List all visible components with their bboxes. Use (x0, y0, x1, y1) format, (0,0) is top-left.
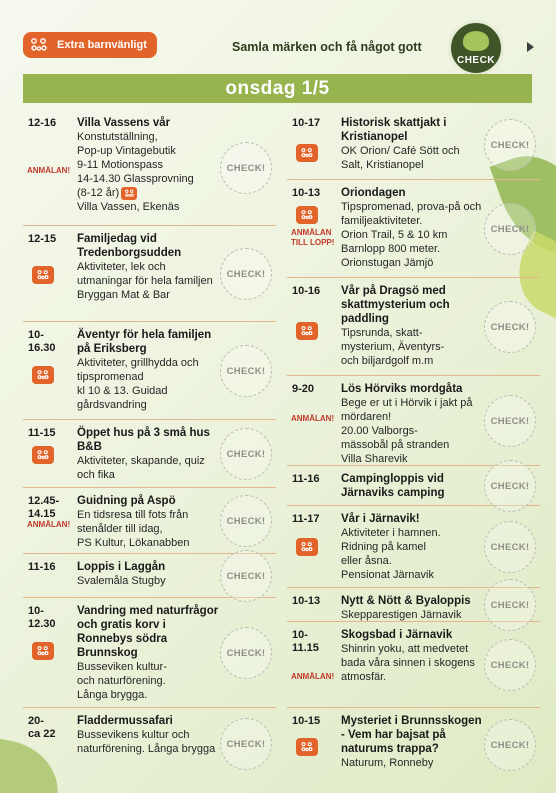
event-content (341, 116, 483, 172)
event-item (23, 598, 276, 708)
event-title: Familjedag vid Tredenborgsudden (77, 233, 182, 259)
event-time: 11-17 (292, 513, 320, 525)
family-icon (29, 37, 49, 53)
family-icon (32, 446, 54, 464)
event-time: 10-13 (292, 187, 321, 199)
event-content (341, 512, 483, 582)
registration-label: ANMÄLAN! (27, 520, 71, 529)
event-content (77, 328, 219, 412)
check-stamp-icon: CHECK! (220, 345, 272, 397)
event-item (23, 110, 276, 226)
event-time: 11-16 (28, 561, 56, 573)
event-time: 10-15 (292, 715, 321, 727)
event-item (23, 322, 276, 420)
family-icon (296, 738, 318, 756)
family-icon (32, 266, 54, 284)
header (0, 0, 556, 74)
event-time: 12-16 (28, 117, 57, 129)
check-stamp-icon: CHECK! (220, 428, 272, 480)
event-title: Skogsbad i Järnavik (341, 629, 453, 641)
event-item (23, 708, 276, 780)
event-description: Busseviken kultur- och naturförening. Långa brygga. (77, 661, 167, 701)
logo-text: CHECK (456, 55, 496, 66)
event-description: Bege er ut i Hörvik i jakt på mördaren! 20.00 Valborgs- mässobål på stranden Villa Sharevik (341, 397, 473, 465)
event-title: Lös Hörviks mordgåta (341, 383, 463, 395)
event-item (23, 554, 276, 598)
event-content (77, 232, 219, 302)
event-content (77, 604, 219, 702)
event-time: 10- 11.15 (292, 629, 319, 654)
event-item (287, 180, 540, 278)
event-description: Aktiviteter, skapande, quiz och fika (77, 455, 205, 481)
event-time: 10- 12.30 (28, 605, 56, 630)
event-description: OK Orion/ Café Sött och Salt, Kristianopel (341, 145, 460, 171)
event-title: Vandring med naturfrågor och gratis korv i Ronnebys södra Brunnskog (77, 605, 219, 659)
check-stamp-icon: CHECK! (220, 248, 272, 300)
event-time: 10-17 (292, 117, 321, 129)
event-title: Öppet hus på 3 små hus B&B (77, 427, 210, 453)
family-icon (32, 642, 54, 660)
event-item (287, 506, 540, 588)
event-title: Historisk skattjakt i Kristianopel (341, 117, 447, 143)
check-stamp-icon: CHECK! (484, 301, 536, 353)
event-title: Villa Vassens vår (77, 117, 171, 129)
event-item (287, 278, 540, 376)
family-icon (32, 366, 54, 384)
event-content (77, 494, 219, 550)
event-title: Vår på Dragsö med skattmysterium och paddling (341, 285, 450, 325)
event-title: Guidning på Aspö (77, 495, 176, 507)
registration-label: ANMÄLAN TILL LOPP! (291, 228, 335, 247)
check-logo (448, 20, 504, 76)
event-content (341, 284, 483, 368)
event-description: Bussevikens kultur och naturförening. Långa brygga (77, 729, 216, 755)
event-title: Mysteriet i Brunnsskogen - Vem har bajsat på naturums trappa? (341, 715, 482, 755)
event-title: Campingloppis vid Järnaviks camping (341, 473, 445, 499)
family-friendly-badge (23, 32, 157, 58)
event-title: Vår i Järnavik! (341, 513, 420, 525)
event-description: Tipsrunda, skatt- mysterium, Äventyrs- och biljardgolf m.m (341, 327, 445, 367)
check-stamp-icon: CHECK! (484, 119, 536, 171)
event-content (77, 560, 219, 588)
event-content (341, 714, 483, 770)
event-time: 20- ca 22 (28, 715, 56, 740)
check-stamp-icon: CHECK! (484, 719, 536, 771)
check-stamp-icon: CHECK! (220, 495, 272, 547)
event-description: Shinrin yoku, att medvetet bada våra sinnen i skogens atmosfär. (341, 643, 475, 683)
registration-label: ANMÄLAN! (291, 414, 335, 423)
check-stamp-icon: CHECK! (484, 203, 536, 255)
event-description: Aktiviteter, grillhydda och tipspromenad kl 10 & 13. Guidad gårdsvandring (77, 357, 199, 411)
event-description: Skepparestigen Järnavik (341, 609, 462, 621)
badge-label: Extra barnvänligt (57, 39, 147, 51)
event-item (287, 110, 540, 180)
event-description: Tipspromenad, prova-på och familjeaktiviteter. Orion Trail, 5 & 10 km Barnlopp 800 meter. Orionstugan Jämjö (341, 201, 482, 269)
event-item (23, 488, 276, 554)
check-stamp-icon: CHECK! (484, 395, 536, 447)
event-content (341, 186, 483, 270)
event-content (77, 714, 219, 756)
event-item (287, 708, 540, 782)
event-content (77, 116, 219, 214)
registration-label: ANMÄLAN! (291, 672, 335, 681)
event-content (341, 594, 483, 622)
event-description: Aktiviteter, lek och utmaningar för hela familjen Bryggan Mat & Bar (77, 261, 213, 301)
event-time: 10-13 (292, 595, 321, 607)
event-description: Aktiviteter i hamnen. Ridning på kamel eller åsna. Pensionat Järnavik (341, 527, 441, 581)
event-title: Oriondagen (341, 187, 406, 199)
event-item (23, 420, 276, 488)
event-time: 10- 16.30 (28, 329, 56, 354)
check-stamp-icon: CHECK! (220, 627, 272, 679)
event-item (23, 226, 276, 322)
check-stamp-icon: CHECK! (220, 142, 272, 194)
event-content (77, 426, 219, 482)
check-stamp-icon: CHECK! (220, 550, 272, 602)
event-time: 10-16 (292, 285, 321, 297)
event-description: En tidsresa till fots från stenålder till idag, PS Kultur, Lökanabben (77, 509, 190, 549)
family-icon (296, 206, 318, 224)
event-time: 11-15 (28, 427, 56, 439)
family-icon (121, 187, 137, 200)
check-stamp-icon: CHECK! (484, 639, 536, 691)
event-description: Naturum, Ronneby (341, 757, 434, 769)
event-title: Loppis i Laggån (77, 561, 166, 573)
event-title: Fladdermussafari (77, 715, 173, 727)
registration-label: ANMÄLAN! (27, 166, 71, 175)
family-icon (296, 144, 318, 162)
check-stamp-icon: CHECK! (484, 521, 536, 573)
day-title: onsdag 1/5 (23, 74, 532, 103)
slogan: Samla märken och få något gott (232, 40, 422, 54)
event-time: 11-16 (292, 473, 320, 485)
event-item (287, 622, 540, 708)
family-icon (296, 538, 318, 556)
event-description: Svalemåla Stugby (77, 575, 166, 587)
family-icon (296, 322, 318, 340)
check-stamp-icon: CHECK! (484, 460, 536, 512)
event-content (341, 382, 483, 466)
event-time: 12-15 (28, 233, 57, 245)
event-content (341, 628, 483, 684)
arrow-right-icon (527, 42, 534, 52)
event-content (341, 472, 483, 500)
event-time: 12.45- 14.15 (28, 495, 60, 520)
event-item (287, 588, 540, 622)
event-location: Villa Vassen, Ekenäs (77, 201, 180, 213)
event-description: Konstutställning, Pop-up Vintagebutik 9-11 Motionspass 14-14.30 Glassprovning (8-12 år) (77, 131, 194, 199)
leaf-icon (463, 31, 489, 51)
event-item (287, 376, 540, 466)
event-item (287, 466, 540, 506)
event-time: 9-20 (292, 383, 315, 395)
check-stamp-icon: CHECK! (484, 579, 536, 631)
event-title: Nytt & Nött & Byaloppis (341, 595, 471, 607)
event-title: Äventyr för hela familjen på Eriksberg (77, 329, 212, 355)
check-stamp-icon: CHECK! (220, 718, 272, 770)
